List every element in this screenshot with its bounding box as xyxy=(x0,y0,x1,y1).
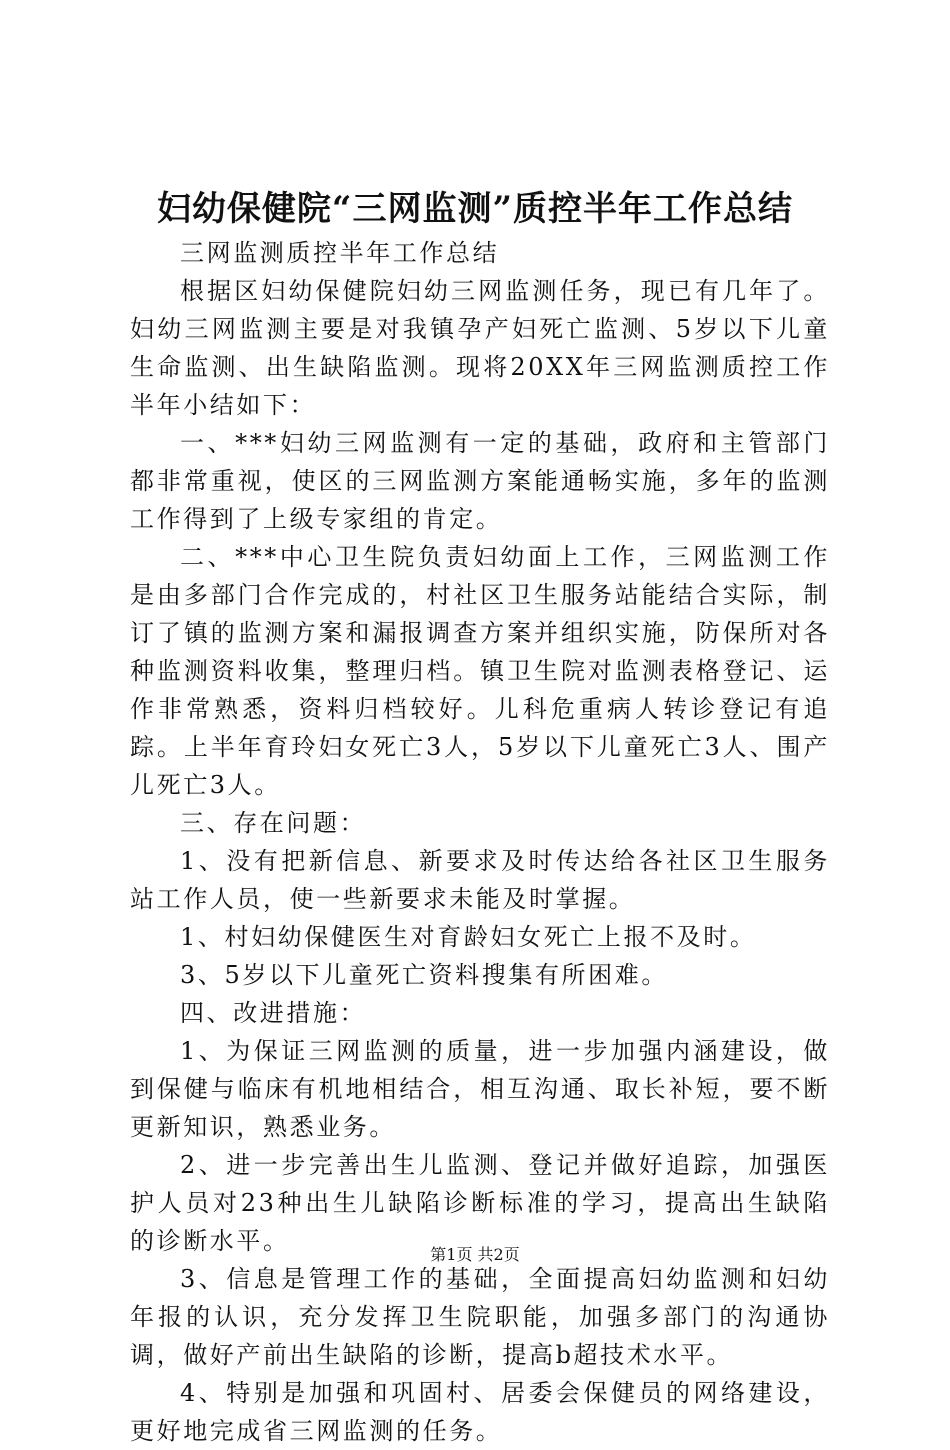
section-3-heading: 三、存在问题： xyxy=(180,809,367,837)
problem-item-3: 3、5岁以下儿童死亡资料搜集有所困难。 xyxy=(180,961,668,989)
section-2-paragraph: 二、***中心卫生院负责妇幼面上工作，三网监测工作是由多部门合作完成的，村社区卫生服务站能结合实际，制订了镇的监测方案和漏报调查方案并组织实施，防保所对各种监测资料收集，整理归档。镇卫生院对监测表格登记、运作非常熟悉，资料归档较好。儿科危重病人转诊登记有追踪。上半年育玲妇女死亡3人，5岁以下儿童死亡3人、围产儿死亡3人。 xyxy=(130,543,830,799)
intro-paragraph: 根据区妇幼保健院妇幼三网监测任务，现已有几年了。妇幼三网监测主要是对我镇孕产妇死亡监测、5岁以下儿童生命监测、出生缺陷监测。现将20XX年三网监测质控工作半年小结如下： xyxy=(130,277,830,419)
measure-item-4: 4、特别是加强和巩固村、居委会保健员的网络建设，更好地完成省三网监测的任务。 xyxy=(130,1379,830,1445)
section-1-paragraph: 一、***妇幼三网监测有一定的基础，政府和主管部门都非常重视，使区的三网监测方案能通畅实施，多年的监测工作得到了上级专家组的肯定。 xyxy=(130,429,830,533)
subtitle-paragraph: 三网监测质控半年工作总结 xyxy=(180,239,500,267)
document-body xyxy=(130,234,830,1450)
section-4-heading: 四、改进措施： xyxy=(180,999,367,1027)
problem-item-1: 1、没有把新信息、新要求及时传达给各社区卫生服务站工作人员，使一些新要求未能及时掌握。 xyxy=(130,847,830,913)
measure-item-3: 3、信息是管理工作的基础，全面提高妇幼监测和妇幼年报的认识，充分发挥卫生院职能，加强多部门的沟通协调，做好产前出生缺陷的诊断，提高b超技术水平。 xyxy=(130,1265,830,1369)
page-footer: 第1页 共2页 xyxy=(430,1245,520,1264)
measure-item-2: 2、进一步完善出生儿监测、登记并做好追踪，加强医护人员对23种出生儿缺陷诊断标准的学习，提高出生缺陷的诊断水平。 xyxy=(130,1151,830,1255)
measure-item-1: 1、为保证三网监测的质量，进一步加强内涵建设，做到保健与临床有机地相结合，相互沟通、取长补短，要不断更新知识，熟悉业务。 xyxy=(130,1037,830,1141)
problem-item-2: 1、村妇幼保健医生对育龄妇女死亡上报不及时。 xyxy=(180,923,757,951)
document-title: 妇幼保健院“三网监测”质控半年工作总结 xyxy=(156,189,794,229)
